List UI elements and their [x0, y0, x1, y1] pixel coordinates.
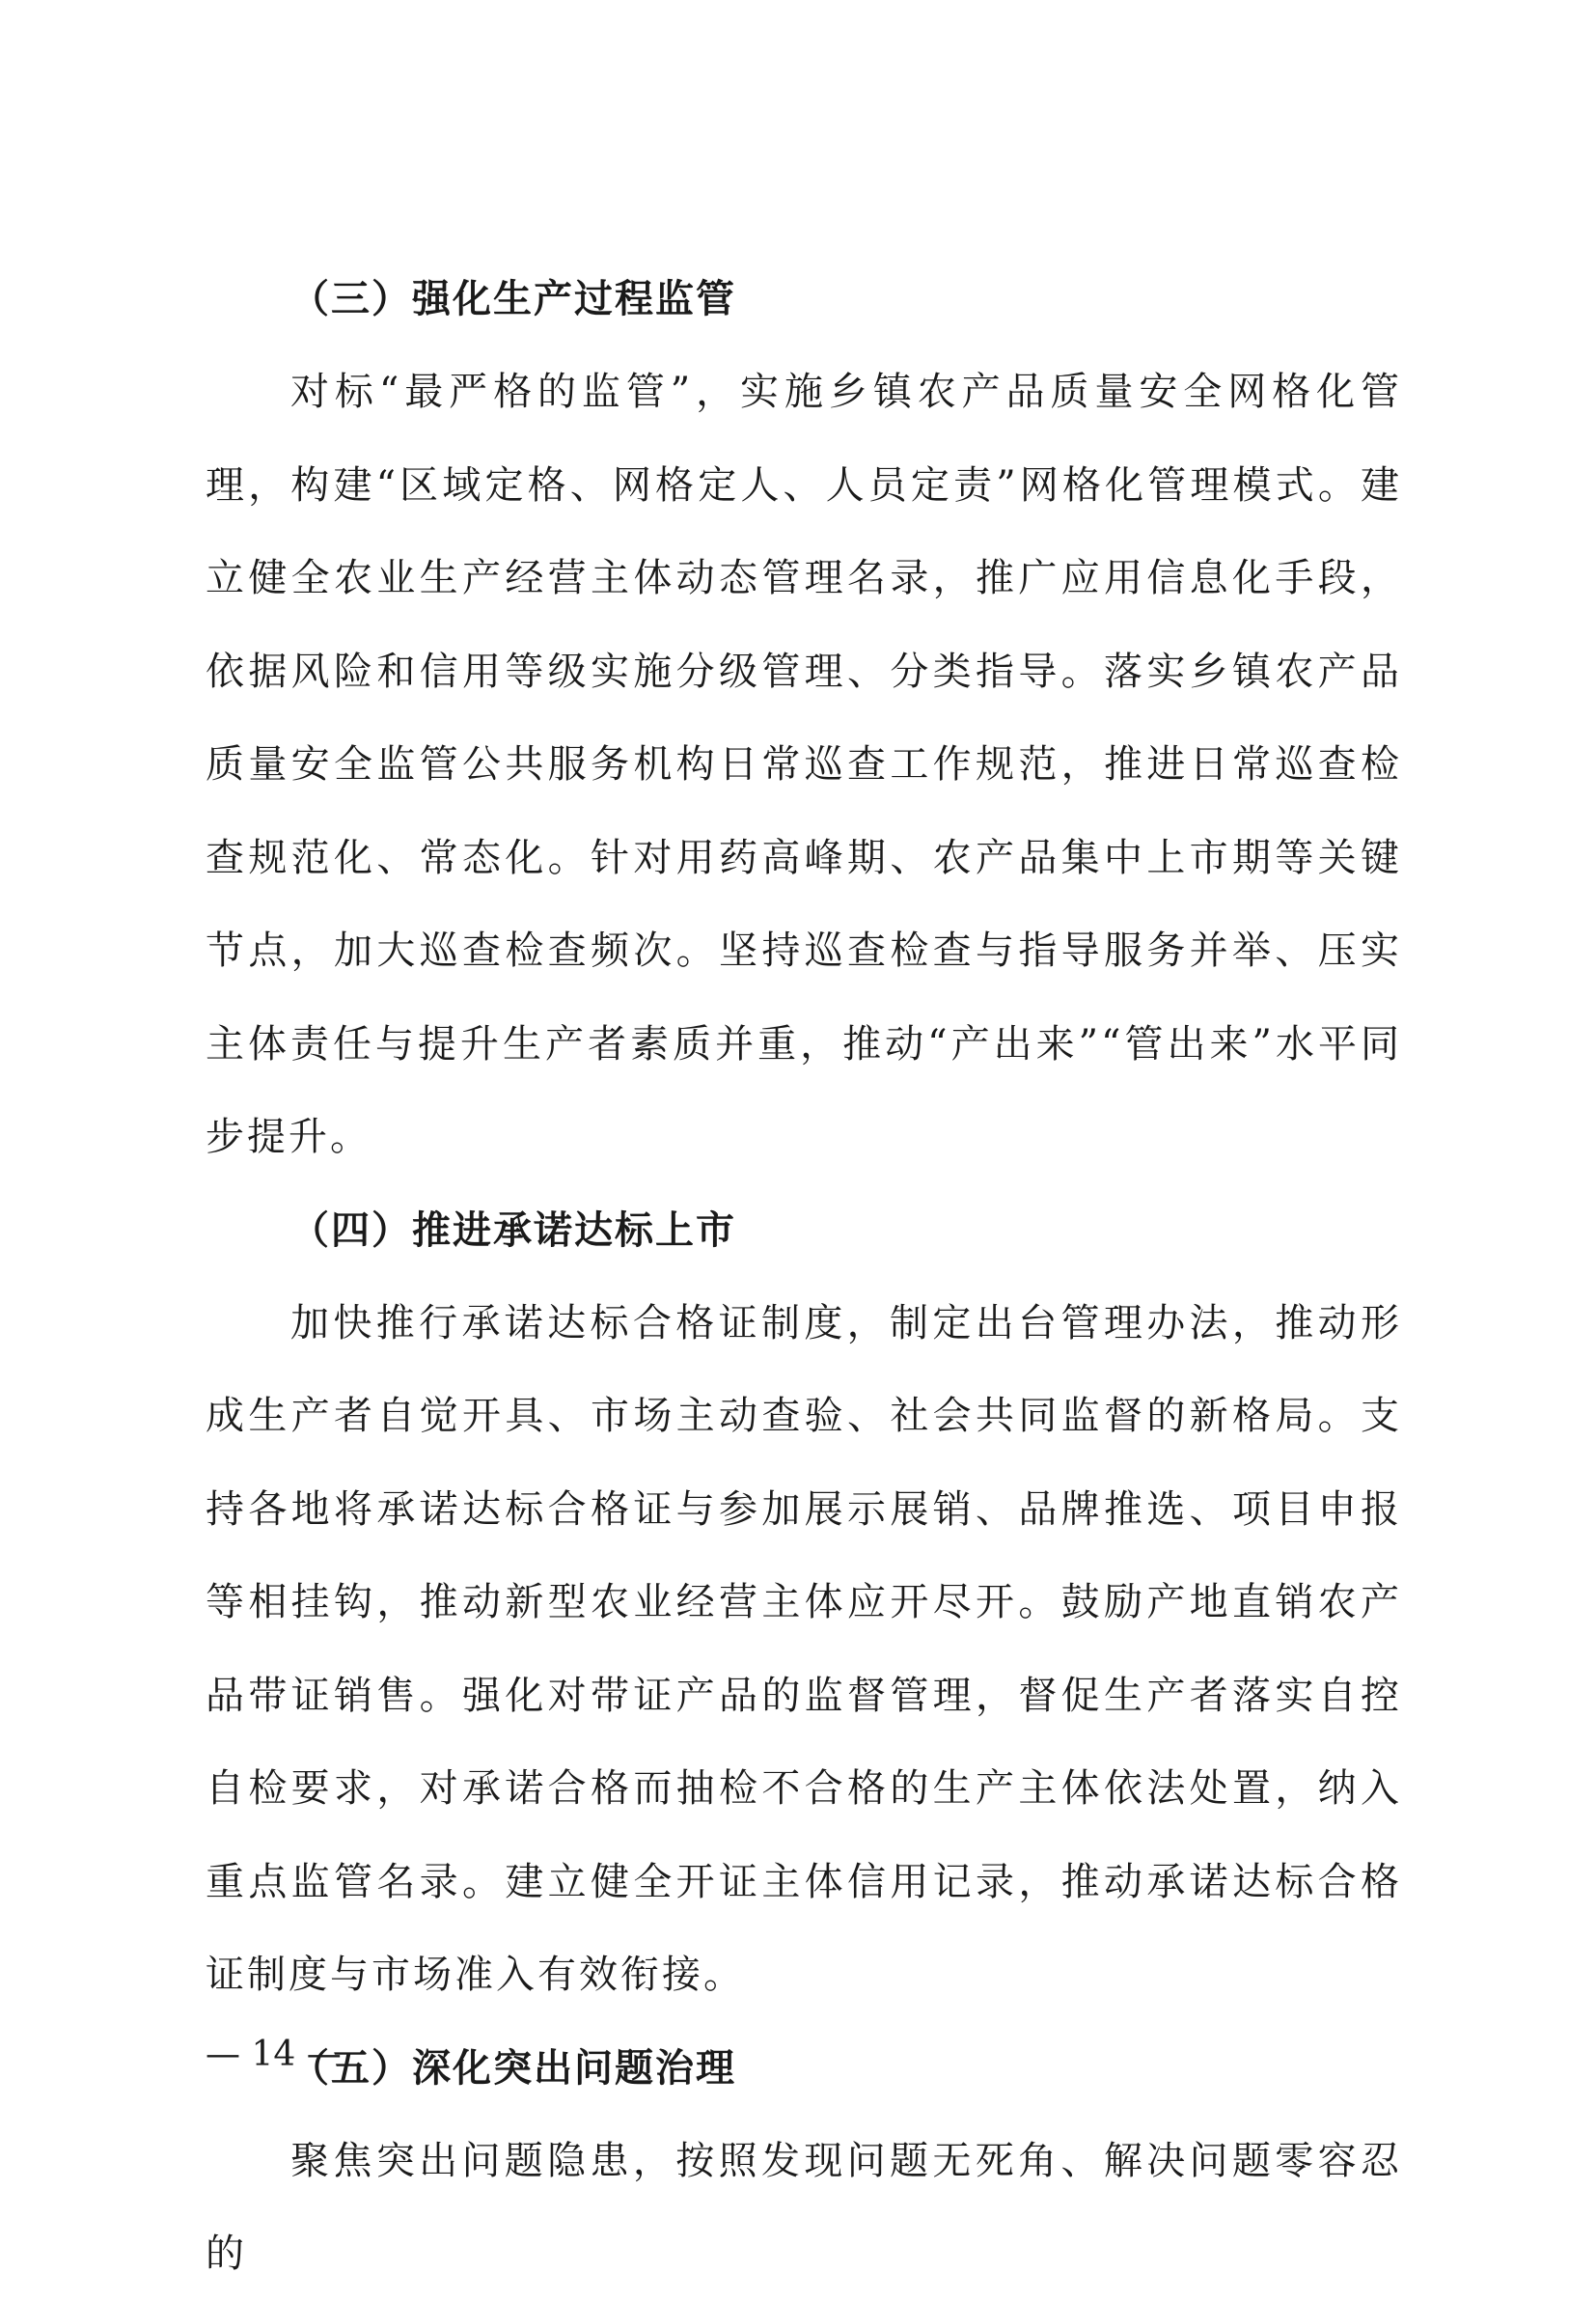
section-heading-3: （三）强化生产过程监管 — [290, 277, 736, 321]
section-4-paragraph: 加快推行承诺达标合格证制度，制定出台管理办法，推动形成生产者自觉开具、市场主动查验、社会共同监督的新格局。支持各地将承诺达标合格证与参加展示展销、品牌推选、项目申报等相挂钩，推动新型农业经营主体应开尽开。鼓励产地直销农产品带证销售。强化对带证产品的监督管理，督促生产者落实自控自检要求，对承诺合格而抽检不合格的生产主体依法处置，纳入重点监管名录。建立健全开证主体信用记录，推动承诺达标合格证制度与市场准入有效衔接。 — [206, 1300, 1402, 1997]
page-number: — 14 — — [206, 2035, 342, 2074]
section-heading-4: （四）推进承诺达标上市 — [290, 1207, 736, 1253]
section-3-paragraph: 对标“最严格的监管”，实施乡镇农产品质量安全网格化管理，构建“区域定格、网格定人、人员定责”网格化管理模式。建立健全农业生产经营主体动态管理名录，推广应用信息化手段，依据风险和信用等级实施分级管理、分类指导。落实乡镇农产品质量安全监管公共服务机构日常巡查工作规范，推进日常巡查检查规范化、常态化。针对用药高峰期、农产品集中上市期等关键节点，加大巡查检查频次。坚持巡查检查与指导服务并举、压实主体责任与提升生产者素质并重，推动“产出来”“管出来”水平同步提升。 — [206, 370, 1402, 1159]
section-heading-5: （五）深化突出问题治理 — [290, 2045, 736, 2091]
document-body — [206, 253, 1402, 2301]
section-5-paragraph: 聚焦突出问题隐患，按照发现问题无死角、解决问题零容忍的 — [206, 2138, 1402, 2276]
